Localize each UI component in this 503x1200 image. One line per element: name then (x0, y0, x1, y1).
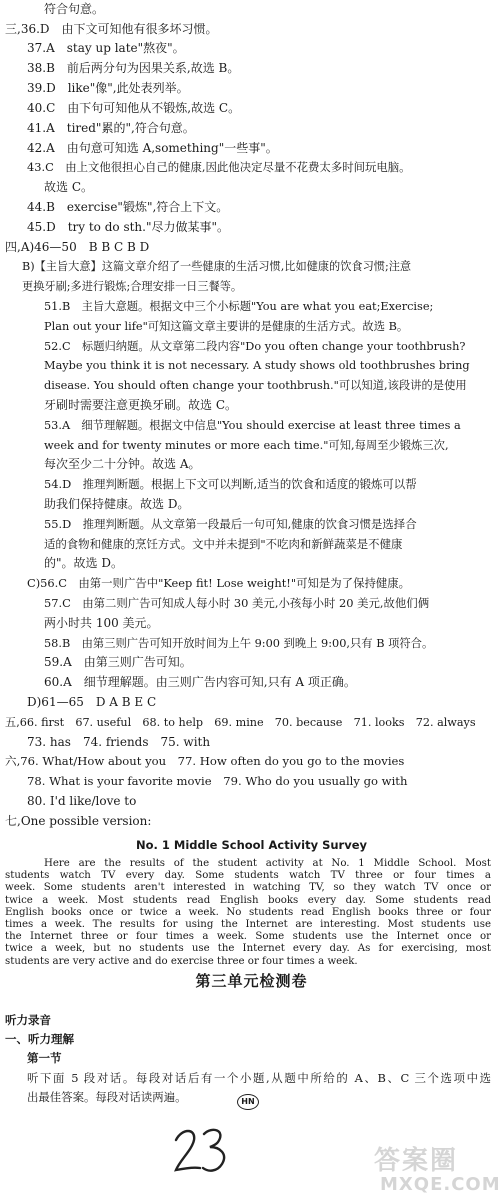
answer-line: 42.A 由句意可知选 A,something"一些事"。 (27, 141, 278, 155)
hn-logo-badge: HN (237, 1094, 259, 1110)
answer-line: 更换牙刷;多进行锻炼;合理安排一日三餐等。 (22, 280, 243, 293)
essay-line: twice a week. Most students read English books every day. Some students read (5, 894, 491, 906)
answer-line: 53.A 细节理解题。根据文中信息"You should exercise at least three times a (44, 419, 461, 432)
essay-line: English books once or twice a week. No students read English books three or four (5, 906, 491, 918)
answer-line: C)56.C 由第一则广告中"Keep fit! Lose weight!"可知是为了保持健康。 (27, 576, 411, 590)
answer-line: 80. I'd like/love to (27, 794, 137, 808)
answer-line: 的"。故选 D。 (44, 556, 123, 570)
answer-line: 55.D 推理判断题。从文章第一段最后一句可知,健康的饮食习惯是选择合 (44, 517, 417, 531)
answer-line: 每次至少二十分钟。故选 A。 (44, 457, 201, 471)
essay-line: times a week. The results for using the Internet are interesting. Most students use (5, 919, 491, 930)
answer-line: 44.B exercise"锻炼",符合上下文。 (27, 200, 229, 214)
answer-line: 59.A 由第三则广告可知。 (44, 655, 192, 669)
answer-line: 39.D like"像",此处表列举。 (27, 81, 189, 95)
answer-line: 73. has 74. friends 75. with (27, 735, 211, 749)
answer-line: 两小时共 100 美元。 (44, 616, 159, 630)
unit-title: 第三单元检测卷 (195, 972, 308, 990)
answer-line: Maybe you think it is not necessary. A study shows old toothbrushes bring (44, 359, 470, 372)
answer-line: 78. What is your favorite movie 79. Who do you usually go with (27, 774, 408, 788)
answer-line: 故选 C。 (44, 180, 93, 194)
essay-line: the Internet three or four times a week. Some students use the Internet once or (5, 931, 491, 943)
answer-line: D)61—65 D A B E C (27, 695, 157, 709)
handwritten-page-number (172, 1120, 232, 1179)
answer-line: Plan out your life"可知这篇文章主要讲的是健康的生活方式。故选 B。 (44, 320, 409, 333)
essay-line: students watch TV every day. Some students watch TV three or four times a (5, 870, 491, 882)
listening-part: 一、听力理解 (5, 1032, 74, 1046)
answer-line: 四,A)46—50 B B C B D (5, 240, 150, 254)
listening-section-title: 第一节 (27, 1051, 62, 1065)
answer-line: 三,36.D 由下文可知他有很多坏习惯。 (5, 22, 218, 36)
answer-line: 助我们保持健康。故选 D。 (44, 497, 190, 511)
listening-instruction: 出最佳答案。每段对话读两遍。 (27, 1090, 187, 1104)
answer-line: 符合句意。 (44, 2, 105, 16)
answer-line: 37.A stay up late"熬夜"。 (27, 41, 185, 55)
essay-line: week. Some students aren't interested in watching TV, so they watch TV once or (5, 882, 491, 894)
answer-line: 牙刷时需要注意更换牙刷。故选 C。 (44, 398, 237, 412)
essay-line: Here are the results of the student activity at No. 1 Middle School. Most (44, 858, 491, 869)
answer-line: 五,66. first 67. useful 68. to help 69. mine 70. because 71. looks 72. always (5, 716, 476, 729)
watermark-logo: 答案圈 MXQE.COM (374, 1146, 501, 1195)
answer-line: 52.C 标题归纳题。从文章第二段内容"Do you often change your toothbrush? (44, 340, 466, 353)
answer-line: disease. You should often change your toothbrush."可以知道,该段讲的是使用 (44, 379, 467, 392)
listening-heading: 听力录音 (5, 1013, 51, 1027)
answer-line: 57.C 由第二则广告可知成人每小时 30 美元,小孩每小时 20 美元,故他们俩 (44, 596, 430, 610)
answer-line: 40.C 由下句可知他从不锻炼,故选 C。 (27, 101, 241, 115)
answer-line: week and for twenty minutes or more each time."可知,每周至少锻炼三次, (44, 439, 449, 452)
answer-line: 51.B 主旨大意题。根据文中三个小标题"You are what you eat;Exercise; (44, 300, 434, 313)
answer-line: 54.D 推理判断题。根据上下文可以判断,适当的饮食和适度的锻炼可以帮 (44, 477, 417, 491)
essay-line: twice a week, but no students use the Internet every day. As for exercising, most (5, 943, 491, 955)
answer-line: 七,One possible version: (5, 814, 152, 828)
answer-line: 43.C 由上文他很担心自己的健康,因此他决定尽量不花费太多时间玩电脑。 (27, 160, 411, 174)
answer-line: 45.D try to do sth."尽力做某事"。 (27, 220, 230, 234)
answer-line: 六,76. What/How about you 77. How often do you go to the movies (5, 754, 405, 768)
answer-line: 适的食物和健康的烹饪方式。文中并未提到"不吃肉和新鲜蔬菜是不健康 (44, 537, 403, 551)
answer-line: B)【主旨大意】这篇文章介绍了一些健康的生活习惯,比如健康的饮食习惯;注意 (22, 260, 412, 273)
answer-line: 38.B 前后两分句为因果关系,故选 B。 (27, 61, 240, 75)
answer-line: 41.A tired"累的",符合句意。 (27, 121, 195, 135)
essay-line: students are very active and do exercise three or four times a week. (5, 955, 358, 967)
answer-line: 58.B 由第三则广告可知开放时间为上午 9:00 到晚上 9:00,只有 B 项符合。 (44, 637, 434, 650)
essay-title: No. 1 Middle School Activity Survey (135, 838, 368, 852)
answer-line: 60.A 细节理解题。由三则广告内容可知,只有 A 项正确。 (44, 675, 356, 689)
listening-instruction: 听下面 5 段对话。每段对话后有一个小题,从题中所给的 A、B、C 三个选项中选 (27, 1071, 491, 1085)
